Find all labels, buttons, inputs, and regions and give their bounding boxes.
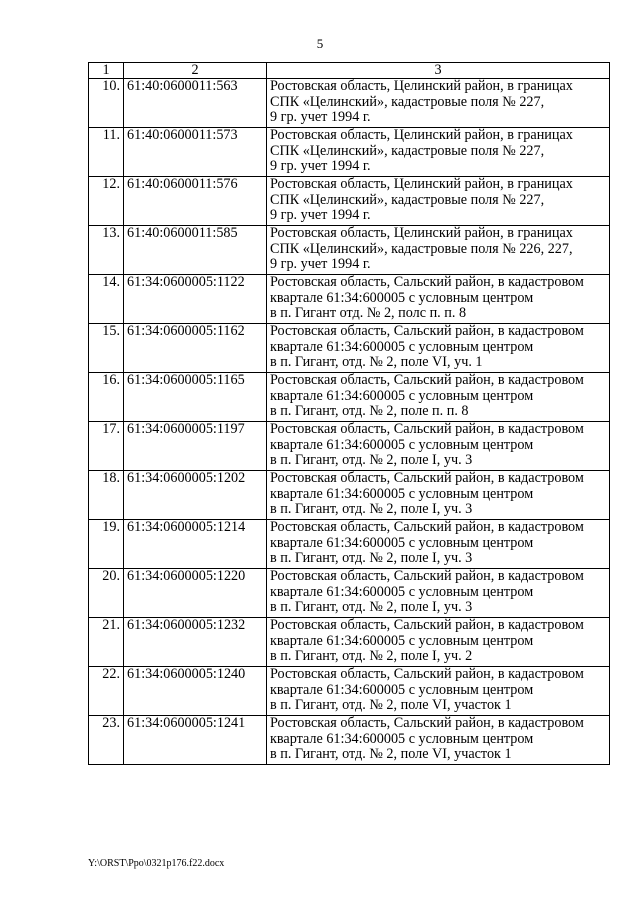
table-row [89,324,610,373]
table-row [89,471,610,520]
row-number: 17. [89,422,124,471]
row-number: 19. [89,520,124,569]
cadastral-number: 61:40:0600011:585 [124,226,267,275]
table-body [89,79,610,765]
address-line: СПК «Целинский», кадастровые поля № 227, [270,191,545,208]
address-line: 9 гр. учет 1994 г. [270,109,371,126]
cadastral-number: 61:40:0600011:576 [124,177,267,226]
plot-address [267,324,610,373]
address-line: Ростовская область, Сальский район, в кадастровом [270,519,584,535]
plot-address [267,569,610,618]
column-header-3: 3 [267,63,610,79]
address-line: в п. Гигант, отд. № 2, поле VI, уч. 1 [270,354,483,371]
address-line: квартале 61:34:600005 с условным центром [270,534,534,551]
cadastral-number: 61:34:0600005:1232 [124,618,267,667]
address-line: Ростовская область, Сальский район, в кадастровом [270,274,584,290]
column-header-2: 2 [124,63,267,79]
cadastral-number: 61:34:0600005:1197 [124,422,267,471]
plot-address [267,128,610,177]
row-number: 21. [89,618,124,667]
address-line: Ростовская область, Сальский район, в кадастровом [270,568,584,584]
address-line: Ростовская область, Сальский район, в кадастровом [270,323,584,339]
plot-address [267,373,610,422]
cadastral-number: 61:34:0600005:1162 [124,324,267,373]
table-row [89,667,610,716]
address-line: в п. Гигант, отд. № 2, поле I, уч. 3 [270,452,473,469]
cadastral-number: 61:34:0600005:1202 [124,471,267,520]
cadastral-number: 61:34:0600005:1214 [124,520,267,569]
cadastral-number: 61:40:0600011:573 [124,128,267,177]
address-line: в п. Гигант, отд. № 2, поле I, уч. 2 [270,648,473,665]
row-number: 14. [89,275,124,324]
plot-address [267,177,610,226]
address-line: квартале 61:34:600005 с условным центром [270,730,534,747]
plot-address [267,471,610,520]
cadastral-number: 61:34:0600005:1220 [124,569,267,618]
plot-address [267,226,610,275]
table-header-row [89,63,610,79]
row-number: 10. [89,79,124,128]
address-line: Ростовская область, Сальский район, в кадастровом [270,715,584,731]
plot-address [267,520,610,569]
address-line: в п. Гигант, отд. № 2, поле VI, участок 1 [270,697,512,714]
table-row [89,569,610,618]
plot-address [267,422,610,471]
address-line: квартале 61:34:600005 с условным центром [270,485,534,502]
address-line: в п. Гигант отд. № 2, полс п. п. 8 [270,305,467,322]
row-number: 11. [89,128,124,177]
row-number: 20. [89,569,124,618]
row-number: 18. [89,471,124,520]
address-line: квартале 61:34:600005 с условным центром [270,681,534,698]
address-line: Ростовская область, Сальский район, в кадастровом [270,617,584,633]
table-row [89,373,610,422]
address-line: квартале 61:34:600005 с условным центром [270,387,534,404]
address-line: Ростовская область, Сальский район, в кадастровом [270,666,584,682]
address-line: в п. Гигант, отд. № 2, поле п. п. 8 [270,403,469,420]
table-row [89,275,610,324]
address-line: СПК «Целинский», кадастровые поля № 227, [270,93,545,110]
address-line: квартале 61:34:600005 с условным центром [270,289,534,306]
table-row [89,128,610,177]
plot-address [267,275,610,324]
plot-address [267,618,610,667]
plot-address [267,667,610,716]
row-number: 23. [89,716,124,765]
address-line: Ростовская область, Целинский район, в границах [270,78,573,94]
cadastral-number: 61:34:0600005:1122 [124,275,267,324]
table-row [89,716,610,765]
address-line: СПК «Целинский», кадастровые поля № 227, [270,142,545,159]
address-line: квартале 61:34:600005 с условным центром [270,338,534,355]
address-line: 9 гр. учет 1994 г. [270,158,371,175]
address-line: 9 гр. учет 1994 г. [270,207,371,224]
address-line: СПК «Целинский», кадастровые поля № 226, 227, [270,240,573,257]
address-line: в п. Гигант, отд. № 2, поле VI, участок 1 [270,746,512,763]
address-line: в п. Гигант, отд. № 2, поле I, уч. 3 [270,599,473,616]
cadastral-number: 61:34:0600005:1240 [124,667,267,716]
cadastral-number: 61:34:0600005:1165 [124,373,267,422]
plot-address [267,79,610,128]
address-line: квартале 61:34:600005 с условным центром [270,436,534,453]
table-header [89,63,610,79]
address-line: квартале 61:34:600005 с условным центром [270,632,534,649]
row-number: 15. [89,324,124,373]
address-line: Ростовская область, Целинский район, в границах [270,176,573,192]
address-line: Ростовская область, Целинский район, в границах [270,127,573,143]
row-number: 22. [89,667,124,716]
address-line: Ростовская область, Сальский район, в кадастровом [270,372,584,388]
row-number: 12. [89,177,124,226]
cadastral-number: 61:34:0600005:1241 [124,716,267,765]
row-number: 16. [89,373,124,422]
table-row [89,226,610,275]
row-number: 13. [89,226,124,275]
table-row [89,422,610,471]
table-row [89,177,610,226]
column-header-1: 1 [89,63,124,79]
address-line: Ростовская область, Сальский район, в кадастровом [270,470,584,486]
page-number: 5 [316,36,324,51]
address-line: в п. Гигант, отд. № 2, поле I, уч. 3 [270,550,473,567]
address-line: Ростовская область, Целинский район, в границах [270,225,573,241]
land-plots-table [88,62,610,765]
address-line: квартале 61:34:600005 с условным центром [270,583,534,600]
table-row [89,520,610,569]
cadastral-number: 61:40:0600011:563 [124,79,267,128]
plot-address [267,716,610,765]
address-line: 9 гр. учет 1994 г. [270,256,371,273]
table-row [89,618,610,667]
table-row [89,79,610,128]
footer-file-path: Y:\ORST\Ppo\0321p176.f22.docx [88,858,225,869]
address-line: Ростовская область, Сальский район, в кадастровом [270,421,584,437]
address-line: в п. Гигант, отд. № 2, поле I, уч. 3 [270,501,473,518]
